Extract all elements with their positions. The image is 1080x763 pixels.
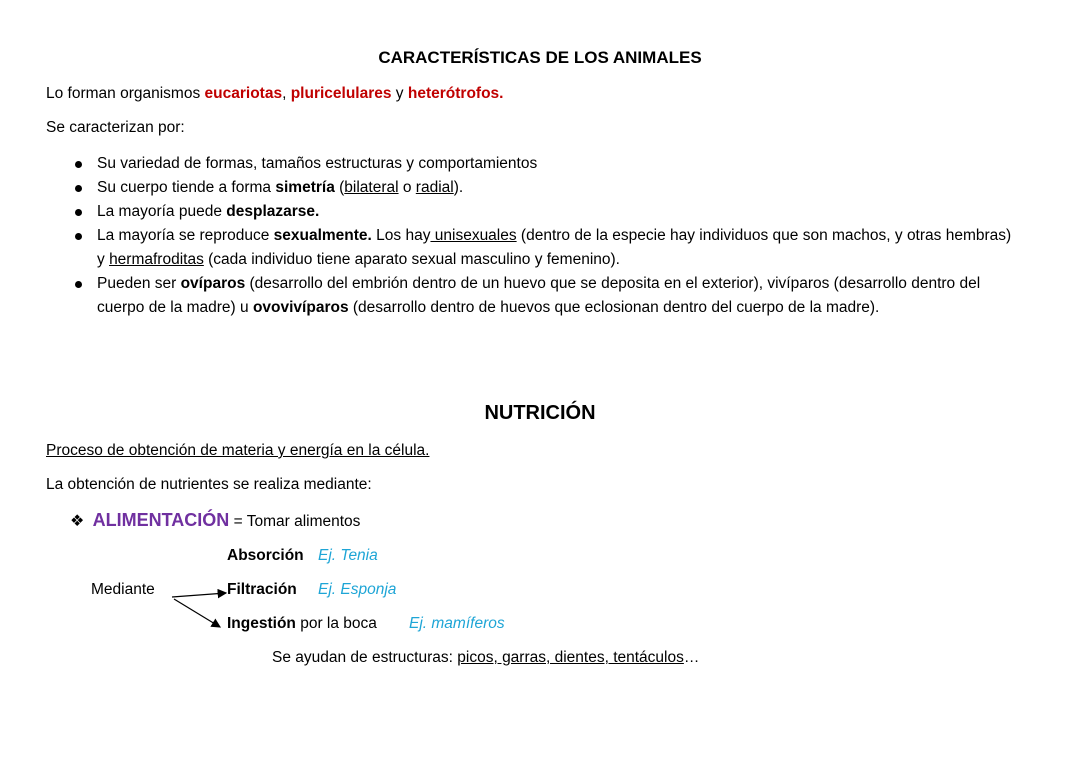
bullet-text: Su cuerpo tiende a forma: [97, 179, 276, 196]
bold-term: simetría: [275, 179, 335, 196]
diamond-bullet-icon: ❖: [70, 513, 85, 530]
bullet-text: o: [398, 179, 416, 196]
bullet-text: Pueden ser: [97, 275, 181, 292]
structures-line: [272, 649, 699, 667]
bullet-text: La mayoría se reproduce: [97, 227, 274, 244]
lead-text: Se caracterizan por:: [46, 119, 185, 136]
arrow-to-ingestion: [174, 599, 220, 627]
method-example: Ej. Esponja: [318, 581, 397, 598]
intro-and: y: [391, 85, 408, 102]
arrows-diagram: [170, 585, 232, 631]
term-heterotrofos: heterótrofos.: [407, 85, 504, 102]
intro-line: [46, 85, 503, 103]
intro-sep: ,: [282, 85, 291, 102]
characteristics-list: [72, 152, 1042, 320]
bullet-text: (dentro de la especie hay individuos que son machos, y otras hembras): [516, 227, 1012, 244]
page-title: CARACTERÍSTICAS DE LOS ANIMALES: [378, 48, 702, 67]
bold-term: sexualmente.: [273, 227, 372, 244]
underlined-term: radial: [415, 179, 454, 196]
underlined-term: hermafroditas: [109, 251, 204, 268]
bullet-text: La mayoría puede: [97, 203, 227, 220]
method-name: Absorción: [227, 547, 304, 564]
method-row: [227, 547, 304, 565]
definition-text: Proceso de obtención de materia y energía en la célula.: [46, 442, 430, 459]
method-name: Filtración: [227, 581, 297, 598]
list-item: [72, 200, 1042, 224]
underlined-term: bilateral: [344, 179, 399, 196]
term-pluricelulares: pluricelulares: [290, 85, 392, 102]
structures-list: picos, garras, dientes, tentáculos: [457, 649, 684, 666]
alimentacion-line: [70, 510, 360, 531]
mediante-label: Mediante: [91, 581, 155, 598]
bold-term: ovíparos: [180, 275, 246, 292]
list-item: [72, 272, 1042, 320]
underlined-term: unisexuales: [430, 227, 517, 244]
bullet-dot-icon: [75, 185, 82, 192]
bullet-dot-icon: [75, 233, 82, 240]
method-example: Ej. Tenia: [318, 547, 378, 564]
bullet-text: cuerpo de la madre) u: [97, 299, 253, 316]
alimentacion-definition: = Tomar alimentos: [229, 513, 361, 530]
term-alimentacion: ALIMENTACIÓN: [92, 510, 230, 530]
bullet-text: (cada individuo tiene aparato sexual masculino y femenino).: [203, 251, 620, 268]
structures-prefix: Se ayudan de estructuras:: [272, 649, 458, 666]
bullet-text: (desarrollo dentro de huevos que eclosionan dentro del cuerpo de la madre).: [348, 299, 880, 316]
bold-term: desplazarse.: [226, 203, 320, 220]
structures-suffix: …: [683, 649, 700, 666]
method-extra: por la boca: [295, 615, 377, 632]
method-name: Ingestión: [227, 615, 296, 632]
bullet-text: Los hay: [371, 227, 431, 244]
list-item: [72, 224, 1042, 272]
bullet-text: y: [97, 251, 110, 268]
arrow-to-filtracion: [172, 593, 226, 597]
bullet-text: (: [334, 179, 345, 196]
list-item: [72, 176, 1042, 200]
method-row: [227, 581, 297, 599]
bullet-text: ).: [453, 179, 464, 196]
bullet-text: Su variedad de formas, tamaños estructuras y comportamientos: [97, 155, 538, 172]
bullet-dot-icon: [75, 281, 82, 288]
bullet-text: (desarrollo del embrión dentro de un huevo que se deposita en el exterior), vivíparos (desarrollo dentro del: [245, 275, 981, 292]
lead-text-nutrition: La obtención de nutrientes se realiza mediante:: [46, 476, 372, 493]
bullet-dot-icon: [75, 161, 82, 168]
term-eucariotas: eucariotas: [204, 85, 283, 102]
bold-term: ovovivíparos: [252, 299, 349, 316]
list-item: [72, 152, 1042, 176]
method-example: Ej. mamíferos: [409, 615, 505, 632]
intro-prefix: Lo forman organismos: [46, 85, 205, 102]
section-title-nutricion: NUTRICIÓN: [484, 402, 596, 424]
method-row: [227, 615, 377, 633]
bullet-dot-icon: [75, 209, 82, 216]
